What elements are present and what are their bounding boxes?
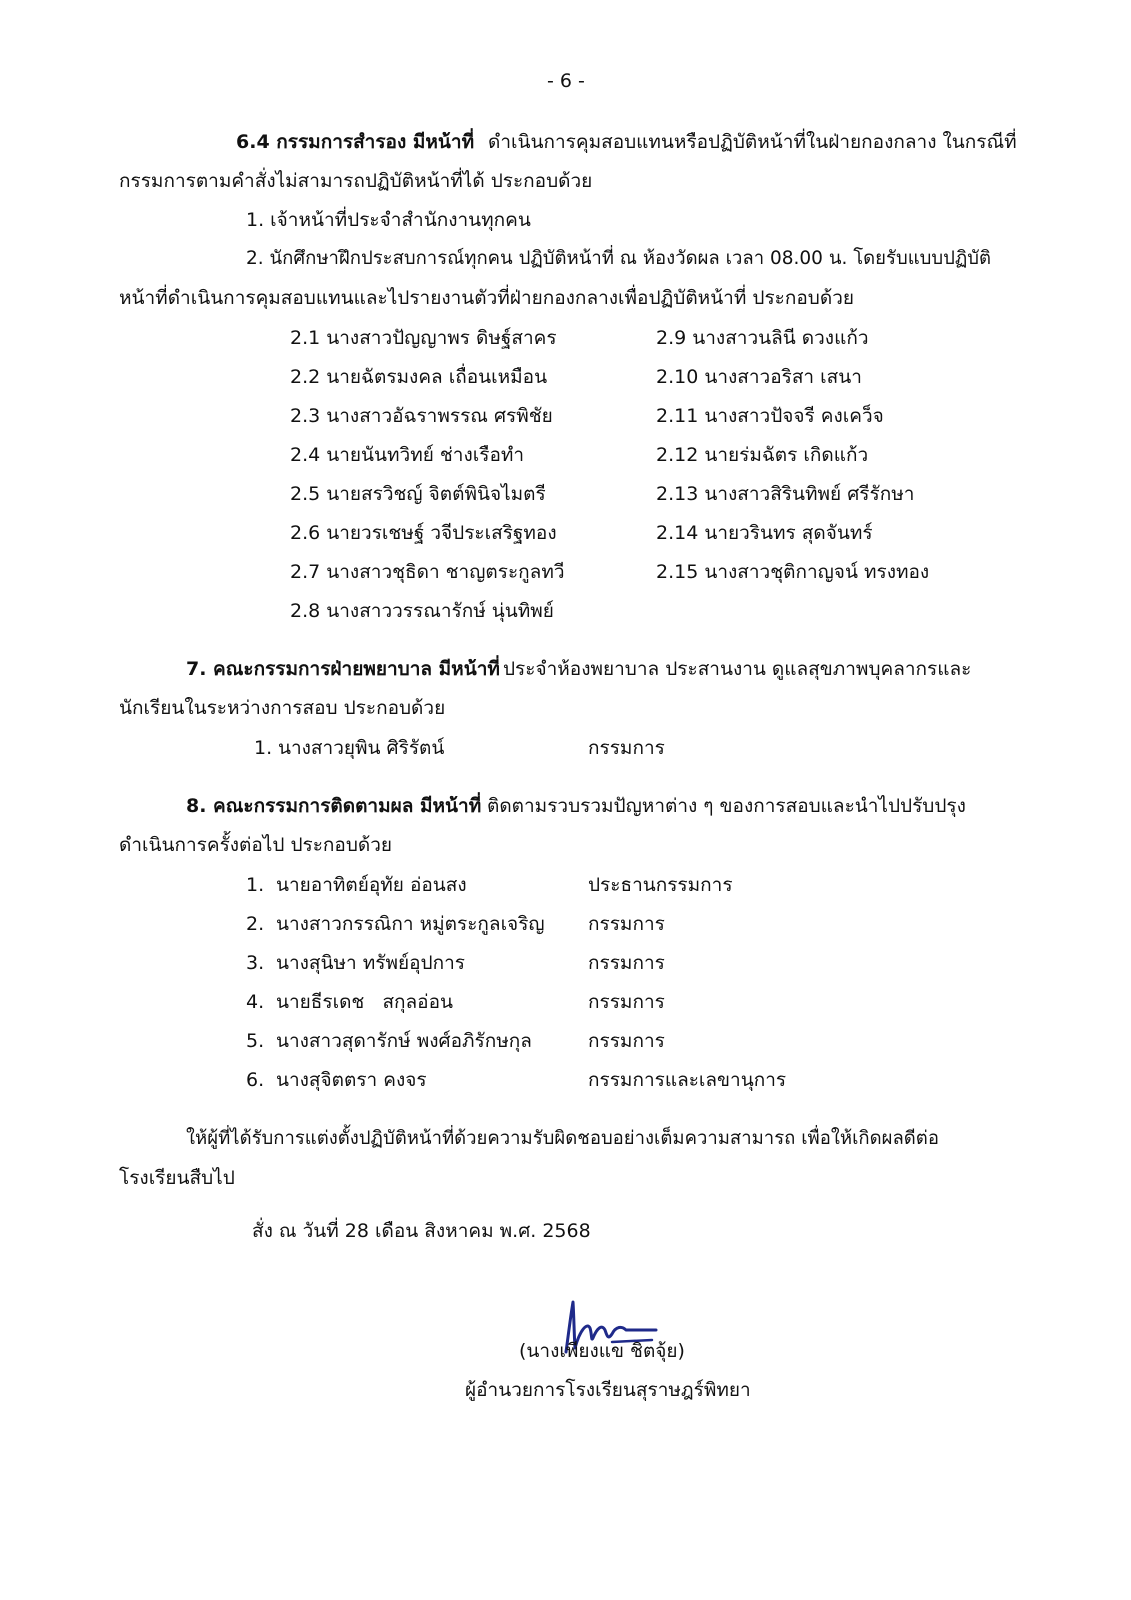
section-6-4-item-2-line-1: 2. นักศึกษาฝึกประสบการณ์ทุกคน ปฏิบัติหน้าที่ ณ ห้องวัดผล เวลา 08.00 น. โดยรับแบบปฏิบัติ [246,248,992,269]
section-6-4-heading: 6.4 กรรมการสำรอง มีหน้าที่ [236,131,475,153]
member-number: 1. [246,874,265,896]
student-name: 2.14 นายวรินทร สุดจันทร์ [656,522,873,544]
member-name: นายอาทิตย์อุทัย อ่อนสง [276,874,467,896]
student-name: 2.9 นางสาวนลินี ดวงแก้ว [656,327,869,349]
closing-line-2: โรงเรียนสืบไป [119,1167,235,1189]
section-8-text-2: ดำเนินการครั้งต่อไป ประกอบด้วย [119,834,393,856]
student-name: 2.3 นางสาวอัฉราพรรณ ศรพิชัย [290,405,553,427]
student-name: 2.12 นายร่มฉัตร เกิดแก้ว [656,444,869,466]
student-name: 2.6 นายวรเชษฐ์ วจีประเสริฐทอง [290,522,557,544]
member-role: กรรมการ [588,913,665,935]
member-name: นางสาวสุดารักษ์ พงศ์อภิรักษกุล [276,1030,532,1052]
member-name: นางสาวกรรณิกา หมู่ตระกูลเจริญ [276,913,545,935]
section-6-4-text-2: กรรมการตามคำสั่งไม่สามารถปฏิบัติหน้าที่ได้ ประกอบด้วย [119,170,593,192]
section-6-4-text-1: ดำเนินการคุมสอบแทนหรือปฏิบัติหน้าที่ในฝ่ายกองกลาง ในกรณีที่ [488,131,1017,153]
closing-line-1: ให้ผู้ที่ได้รับการแต่งตั้งปฏิบัติหน้าที่ด้วยความรับผิดชอบอย่างเต็มความสามารถ เพื่อให้เกิดผลดีต่อ [186,1128,939,1149]
member-number: 1. [254,737,273,759]
signer-name: (นางเพียงแข ชิตจุ้ย) [519,1340,685,1362]
section-6-4-item-2-line-2: หน้าที่ดำเนินการคุมสอบแทนและไปรายงานตัวที่ฝ่ายกองกลางเพื่อปฏิบัติหน้าที่ ประกอบด้วย [119,287,855,309]
member-number: 3. [246,952,265,974]
member-role: กรรมการ [588,737,665,759]
member-role: กรรมการ [588,1030,665,1052]
section-8-heading: 8. คณะกรรมการติดตามผล มีหน้าที่ [186,795,482,817]
student-name: 2.1 นางสาวปัญญาพร ดิษฐ์สาคร [290,327,557,349]
section-6-4-item-1: 1. เจ้าหน้าที่ประจำสำนักงานทุกคน [246,209,531,231]
member-role: กรรมการและเลขานุการ [588,1069,787,1091]
student-name: 2.5 นายสรวิชญ์ จิตต์พินิจไมตรี [290,483,546,505]
section-7-heading: 7. คณะกรรมการฝ่ายพยาบาล มีหน้าที่ [186,658,500,680]
member-name: นางสุนิษา ทรัพย์อุปการ [276,952,465,974]
member-name: นางสาวยุพิน ศิริรัตน์ [278,737,445,759]
member-name: นางสุจิตตรา คงจร [276,1069,427,1091]
student-name: 2.10 นางสาวอริสา เสนา [656,366,862,388]
page-number: - 6 - [547,70,585,92]
member-role: ประธานกรรมการ [588,874,733,896]
member-number: 6. [246,1069,265,1091]
member-role: กรรมการ [588,952,665,974]
student-name: 2.15 นางสาวชุติกาญจน์ ทรงทอง [656,561,930,583]
member-number: 5. [246,1030,265,1052]
order-date: สั่ง ณ วันที่ 28 เดือน สิงหาคม พ.ศ. 2568 [252,1220,591,1242]
section-8-text-1: ติดตามรวบรวมปัญหาต่าง ๆ ของการสอบและนำไปปรับปรุง [487,795,966,817]
student-name: 2.4 นายนันทวิทย์ ช่างเรือทำ [290,444,525,466]
section-7-text-2: นักเรียนในระหว่างการสอบ ประกอบด้วย [119,697,446,719]
member-number: 4. [246,991,265,1013]
student-name: 2.8 นางสาววรรณารักษ์ นุ่นทิพย์ [290,600,554,622]
member-number: 2. [246,913,265,935]
signer-title: ผู้อำนวยการโรงเรียนสุราษฎร์พิทยา [465,1379,751,1401]
member-name: นายธีรเดช สกุลอ่อน [276,991,453,1013]
student-name: 2.11 นางสาวปัจจรี คงเคว็จ [656,405,884,427]
student-name: 2.7 นางสาวชุธิดา ชาญตระกูลทวี [290,561,565,583]
student-name: 2.13 นางสาวสิรินทิพย์ ศรีรักษา [656,483,915,505]
member-role: กรรมการ [588,991,665,1013]
section-7-text-1: ประจำห้องพยาบาล ประสานงาน ดูแลสุขภาพบุคลากรและ [503,658,972,680]
student-name: 2.2 นายฉัตรมงคล เถื่อนเหมือน [290,366,548,388]
